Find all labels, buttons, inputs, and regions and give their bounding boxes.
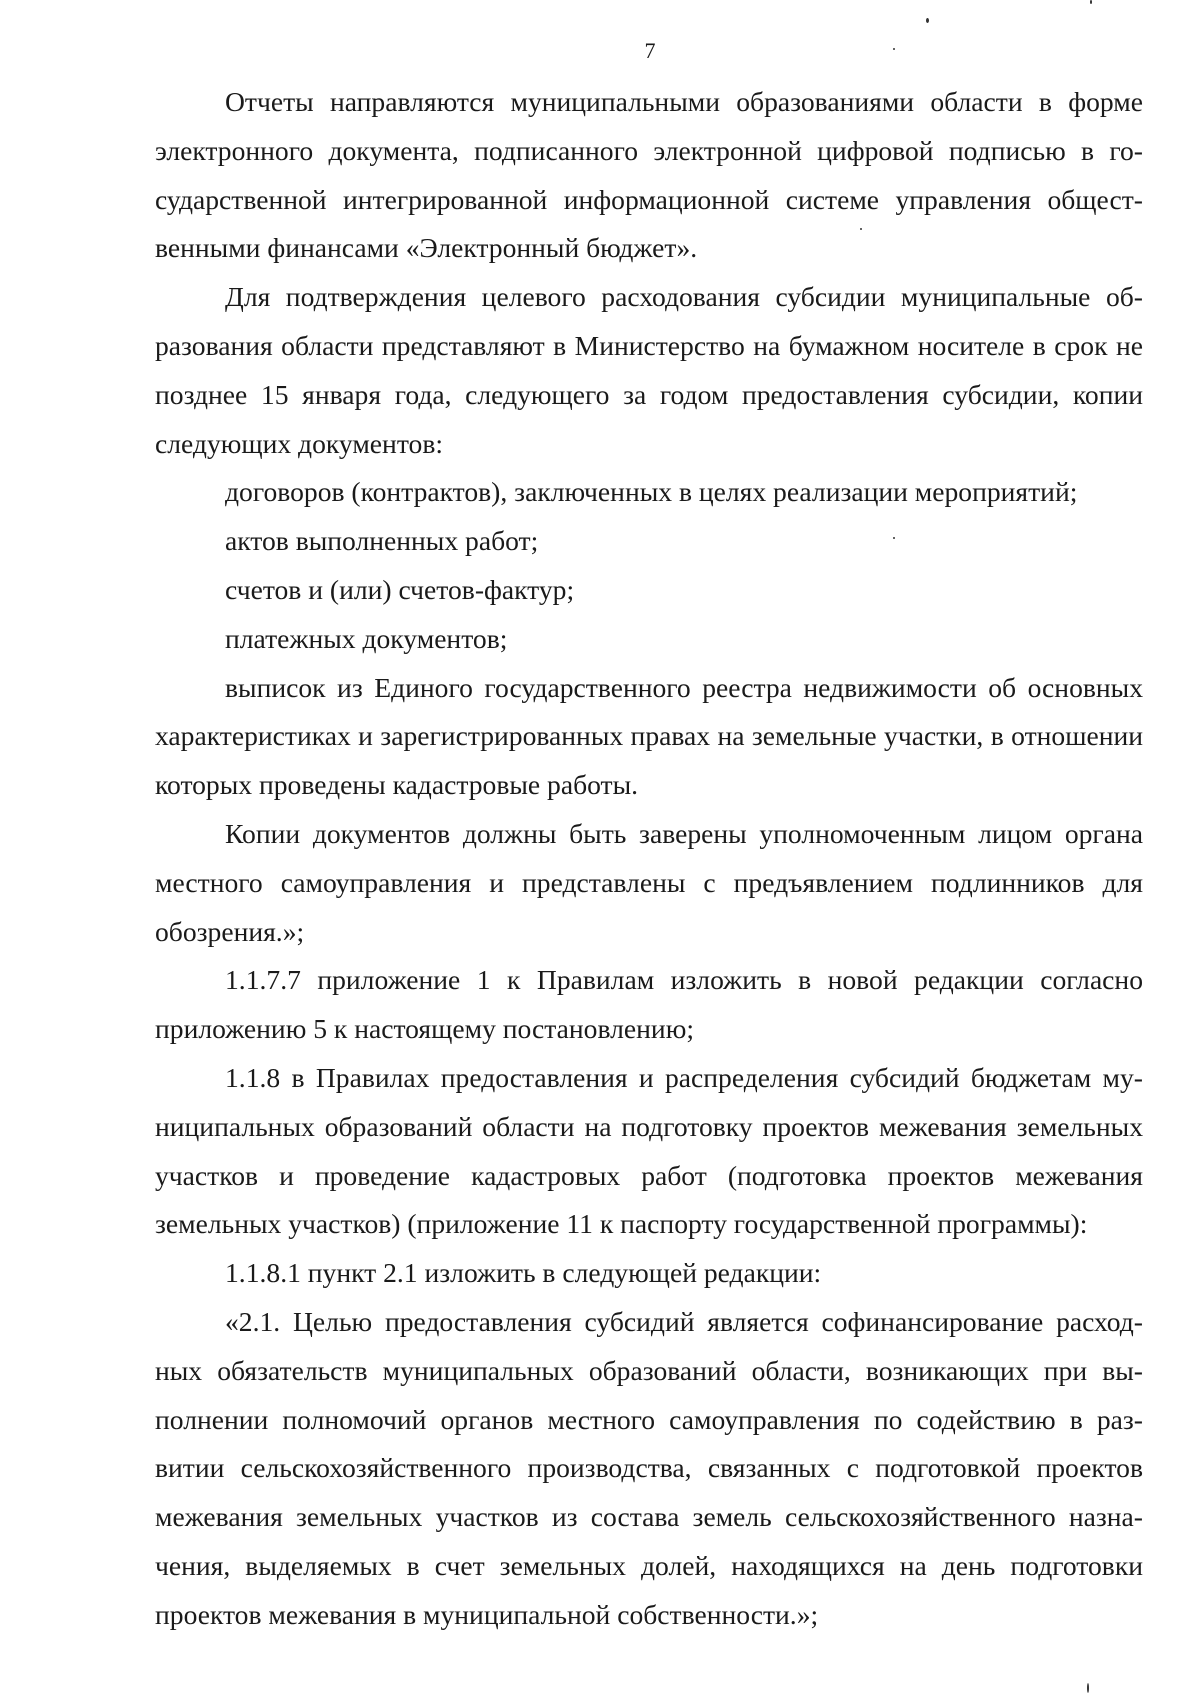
paragraph-1-1-8: 1.1.8 в Правилах предоставления и распределения субсидий бюджетам муниципальных образований области на подготовку проектов межевания земельных участков и проведение кадастровых работ (подготовка проектов межевания земельных участков) (приложение 11 к паспорту государственной программы): [155,1061,1143,1240]
paragraph-1-1-7-7: 1.1.7.7 приложение 1 к Правилам изложить в новой редакции согласно приложению 5 к настоящему постановлению; [155,964,1143,1045]
list-item-payment-docs: платежных документов; [225,622,508,654]
paragraph-2-1-quote: «2.1. Целью предоставления субсидий является софинансирование расходных обязательств муниципальных образований области, возникающих при выполнении полномочий органов местного самоуправления по содействию в развитии сельскохозяйственного производства, связанных с подготовкой проектов межевания земельных участков из состава земель сельскохозяйственного назначения, выделяемых в счет земельных долей, находящихся на день подготовки проектов межевания в муниципальной собственности.»; [155,1305,1143,1630]
scan-speck [1090,0,1092,4]
scan-speck [1087,1683,1089,1693]
paragraph-copies: Копии документов должны быть заверены уполномоченным лицом органа местного самоуправления и представлены с предъявлением подлинников для обозрения.»; [155,817,1143,947]
scan-speck [893,48,895,50]
paragraph-reports: Отчеты направляются муниципальными образованиями области в форме электронного документа, подписанного электронной цифровой подписью в государственной интегрированной информационной системе управления общественными финансами «Электронный бюджет». [155,86,1143,264]
scan-speck [860,228,862,230]
scan-speck [893,537,895,539]
list-item-acts: актов выполненных работ; [225,525,539,557]
list-item-registry-extracts: выписок из Единого государственного реестра недвижимости об основных характеристиках и зарегистрированных правах на земельные участки, в отношении которых проведены кадастровые работы. [155,671,1143,801]
list-item-invoices: счетов и (или) счетов-фактур; [225,573,575,605]
scan-speck [926,18,929,23]
document-body [155,78,1143,1640]
page-number: 7 [644,38,656,63]
paragraph-confirmation: Для подтверждения целевого расходования субсидии муниципальные образования области представляют в Министерство на бумажном носителе в срок не позднее 15 января года, следующего за годом предоставления субсидии, копии следующих документов: [155,281,1143,459]
list-item-contracts: договоров (контрактов), заключенных в целях реализации мероприятий; [225,476,1078,508]
paragraph-1-1-8-1: 1.1.8.1 пункт 2.1 изложить в следующей редакции: [225,1257,822,1289]
